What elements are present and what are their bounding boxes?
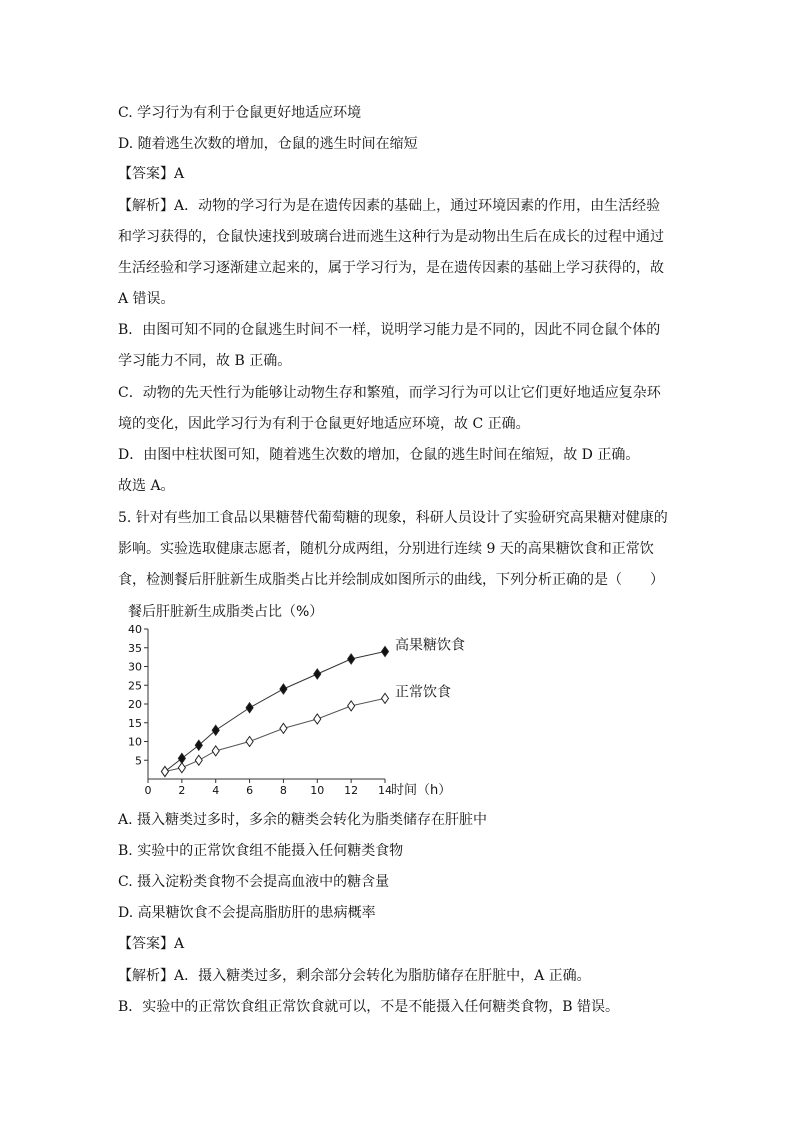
question-5-line-1: 5. 针对有些加工食品以果糖替代葡萄糖的现象，科研人员设计了实验研究高果糖对健康的 <box>118 510 668 526</box>
chart-svg <box>118 596 478 801</box>
series-label: 正常饮食 <box>395 684 451 701</box>
series-label: 高果糖饮食 <box>395 637 465 654</box>
chart-title: 餐后肝脏新生成脂类占比（%） <box>128 604 324 620</box>
analysis-line-9: D．由图中柱状图可知，随着逃生次数的增加，仓鼠的逃生时间在缩短，故 D 正确。 <box>118 447 640 463</box>
normal-diet-point <box>178 763 185 773</box>
analysis-line-8: 境的变化，因此学习行为有利于仓鼠更好地适应环境，故 C 正确。 <box>118 416 530 432</box>
high-fructose-point <box>348 654 355 664</box>
analysis-line-3: 生活经验和学习逐渐建立起来的，属于学习行为，是在遗传因素的基础上学习获得的，故 <box>118 260 664 276</box>
y-tick-label: 35 <box>128 641 142 655</box>
high-fructose-point <box>246 703 253 713</box>
x-tick-label: 14 <box>378 784 392 797</box>
x-tick-label: 4 <box>212 784 220 797</box>
option-a: A. 摄入糖类过多时，多余的糖类会转化为脂类储存在肝脏中 <box>118 812 488 828</box>
analysis-line-4: A 错误。 <box>118 291 175 307</box>
high-fructose-point <box>195 740 202 750</box>
option-d: D. 高果糖饮食不会提高脂肪肝的患病概率 <box>118 905 376 921</box>
question-5-line-2: 影响。实验选取健康志愿者，随机分成两组，分别进行连续 9 天的高果糖饮食和正常饮 <box>118 541 654 557</box>
x-tick-label: 0 <box>144 784 152 797</box>
high-fructose-point <box>382 647 389 657</box>
y-tick-label: 40 <box>128 623 142 636</box>
normal-diet-point <box>280 723 287 733</box>
option-d-prev: D. 随着逃生次数的增加，仓鼠的逃生时间在缩短 <box>118 136 418 152</box>
analysis-line-1: 【解析】A．动物的学习行为是在遗传因素的基础上，通过环境因素的作用，由生活经验 <box>118 198 661 214</box>
high-fructose-point <box>280 684 287 694</box>
analysis-line-6: 学习能力不同，故 B 正确。 <box>118 353 292 369</box>
analysis-a: 【解析】A．摄入糖类过多，剩余部分会转化为脂肪储存在肝脏中，A 正确。 <box>118 968 591 984</box>
conclusion-line: 故选 A。 <box>118 478 175 494</box>
high-fructose-point <box>178 753 185 763</box>
analysis-b: B．实验中的正常饮食组正常饮食就可以，不是不能摄入任何糖类食物，B 错误。 <box>118 999 620 1015</box>
y-tick-label: 10 <box>128 735 142 749</box>
y-tick-label: 5 <box>135 754 142 768</box>
y-tick-label: 20 <box>128 698 142 711</box>
series-line <box>165 652 385 772</box>
answer: 【答案】A <box>118 936 185 952</box>
y-tick-label: 25 <box>128 679 142 693</box>
option-c-prev: C. 学习行为有利于仓鼠更好地适应环境 <box>118 105 362 121</box>
normal-diet-point <box>212 746 219 756</box>
x-tick-label: 6 <box>246 784 254 797</box>
y-tick-label: 15 <box>128 716 142 730</box>
normal-diet-point <box>382 693 389 703</box>
x-axis-label: 时间（h） <box>391 783 452 798</box>
normal-diet-point <box>246 737 253 747</box>
analysis-line-2: 和学习获得的，仓鼠快速找到玻璃台进而逃生这种行为是动物出生后在成长的过程中通过 <box>118 229 664 245</box>
high-fructose-point <box>314 669 321 679</box>
option-c: C. 摄入淀粉类食物不会提高血液中的糖含量 <box>118 874 390 890</box>
y-tick-label: 30 <box>128 660 142 674</box>
answer-prev: 【答案】A <box>118 166 185 182</box>
x-tick-label: 2 <box>178 784 186 797</box>
high-fructose-point <box>212 725 219 735</box>
normal-diet-point <box>161 767 168 777</box>
x-tick-label: 12 <box>344 784 359 797</box>
normal-diet-point <box>348 701 355 711</box>
option-b: B. 实验中的正常饮食组不能摄入任何糖类食物 <box>118 843 404 859</box>
question-5-line-3: 食，检测餐后肝脏新生成脂类占比并绘制成如图所示的曲线，下列分析正确的是（ ） <box>118 572 664 588</box>
analysis-line-7: C．动物的先天性行为能够让动物生存和繁殖，而学习行为可以让它们更好地适应复杂环 <box>118 385 661 401</box>
analysis-line-5: B．由图可知不同的仓鼠逃生时间不一样，说明学习能力是不同的，因此不同仓鼠个体的 <box>118 322 661 338</box>
chart <box>118 596 478 801</box>
normal-diet-point <box>195 755 202 765</box>
x-tick-label: 8 <box>279 784 287 797</box>
x-tick-label: 10 <box>310 784 325 797</box>
normal-diet-point <box>314 714 321 724</box>
